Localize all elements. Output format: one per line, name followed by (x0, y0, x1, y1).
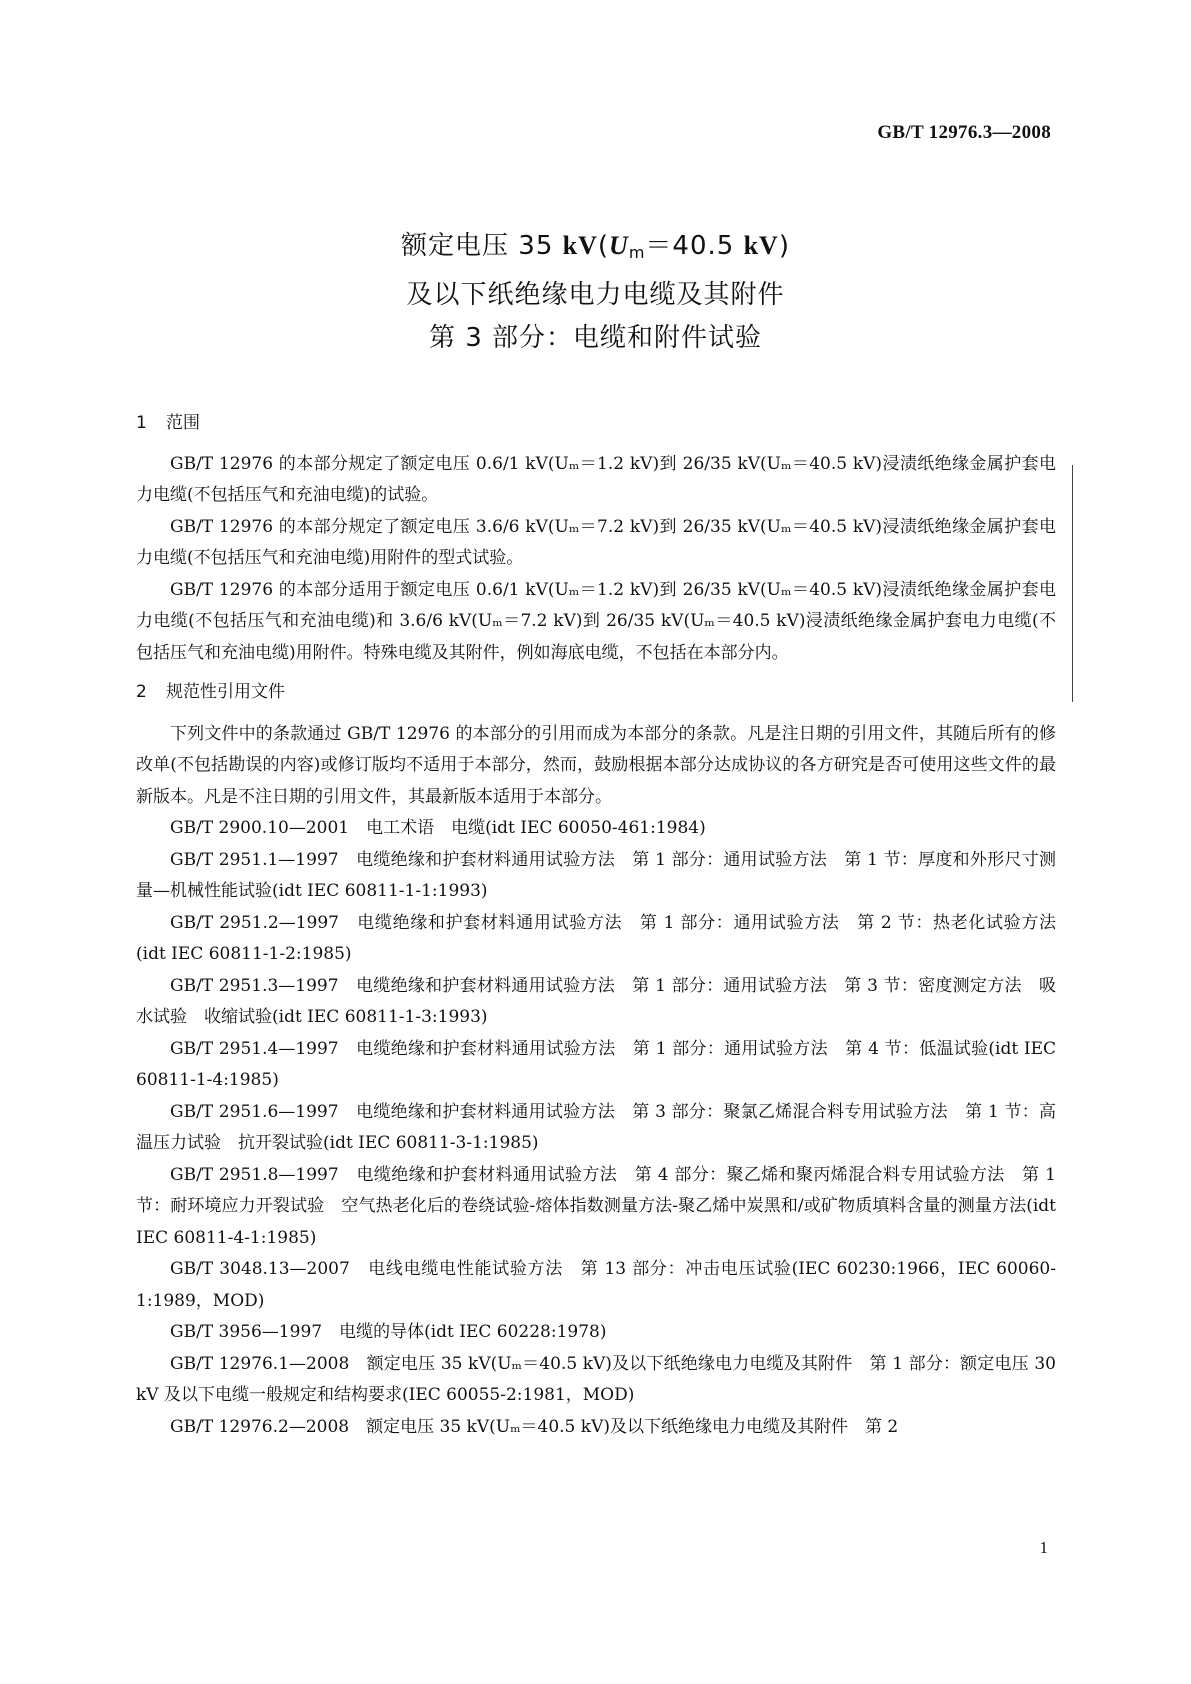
section-1-heading (136, 408, 1056, 440)
section-2-heading (136, 677, 1056, 709)
section-2-title: 规范性引用文件 (166, 682, 285, 702)
reference-item: GB/T 2951.8—1997 电缆绝缘和护套材料通用试验方法 第 4 部分：聚乙烯和聚丙烯混合料专用试验方法 第 1 节：耐环境应力开裂试验 空气热老化后的卷绕试验-熔体指数测量方法-聚乙烯中炭黑和/或矿物质填料含量的测量方法(idt IEC 60811-4-1:1985) (136, 1164, 1056, 1248)
document-title (0, 224, 1191, 360)
reference-item: GB/T 2951.2—1997 电缆绝缘和护套材料通用试验方法 第 1 部分：通用试验方法 第 2 节：热老化试验方法(idt IEC 60811-1-2:1985) (136, 912, 1056, 964)
page-number: 1 (1039, 1538, 1048, 1557)
title-line-3: 第 3 部分：电缆和附件试验 (428, 323, 763, 353)
scope-paragraph-1: GB/T 12976 的本部分规定了额定电压 0.6/1 kV(Uₘ＝1.2 kV)到 26/35 kV(Uₘ＝40.5 kV)浸渍纸绝缘金属护套电力电缆(不包括压气和充油电缆)的试验。 (136, 453, 1056, 505)
title-line-2: 及以下纸绝缘电力电缆及其附件 (406, 280, 785, 310)
document-body (136, 408, 1056, 1443)
reference-item: GB/T 2951.3—1997 电缆绝缘和护套材料通用试验方法 第 1 部分：通用试验方法 第 3 节：密度测定方法 吸水试验 收缩试验(idt IEC 60811-1-3:1993) (136, 975, 1056, 1027)
section-2-number: 2 (136, 682, 147, 702)
reference-item: GB/T 12976.2—2008 额定电压 35 kV(Uₘ＝40.5 kV)及以下纸绝缘电力电缆及其附件 第 2 (170, 1416, 899, 1437)
references-intro: 下列文件中的条款通过 GB/T 12976 的本部分的引用而成为本部分的条款。凡是注日期的引用文件，其随后所有的修改单(不包括勘误的内容)或修订版均不适用于本部分，然而，鼓励根据本部分达成协议的各方研究是否可使用这些文件的最新版本。凡是不注日期的引用文件，其最新版本适用于本部分。 (136, 723, 1056, 807)
reference-item: GB/T 2900.10—2001 电工术语 电缆(idt IEC 60050-461:1984) (170, 818, 706, 838)
standard-code: GB/T 12976.3—2008 (877, 122, 1051, 143)
reference-item: GB/T 2951.4—1997 电缆绝缘和护套材料通用试验方法 第 1 部分：通用试验方法 第 4 节：低温试验(idt IEC 60811-1-4:1985) (136, 1038, 1056, 1090)
reference-item: GB/T 2951.1—1997 电缆绝缘和护套材料通用试验方法 第 1 部分：通用试验方法 第 1 节：厚度和外形尺寸测量—机械性能试验(idt IEC 60811-1-1:1993) (136, 849, 1056, 901)
reference-item: GB/T 2951.6—1997 电缆绝缘和护套材料通用试验方法 第 3 部分：聚氯乙烯混合料专用试验方法 第 1 节：高温压力试验 抗开裂试验(idt IEC 60811-3-1:1985) (136, 1101, 1056, 1153)
reference-item: GB/T 3956—1997 电缆的导体(idt IEC 60228:1978) (170, 1322, 607, 1342)
scope-paragraph-3: GB/T 12976 的本部分适用于额定电压 0.6/1 kV(Uₘ＝1.2 kV)到 26/35 kV(Uₘ＝40.5 kV)浸渍纸绝缘金属护套电力电缆(不包括压气和充油电缆)和 3.6/6 kV(Uₘ＝7.2 kV)到 26/35 kV(Uₘ＝40.5 kV)浸渍纸绝缘金属护套电力电缆(不包括压气和充油电缆)用附件。特殊电缆及其附件，例如海底电缆，不包括在本部分内。 (136, 579, 1056, 663)
scope-paragraph-2: GB/T 12976 的本部分规定了额定电压 3.6/6 kV(Uₘ＝7.2 kV)到 26/35 kV(Uₘ＝40.5 kV)浸渍纸绝缘金属护套电力电缆(不包括压气和充油电缆)用附件的型式试验。 (136, 516, 1056, 568)
section-2-body (136, 719, 1056, 1444)
revision-change-bar (1072, 465, 1073, 702)
section-1-body (136, 449, 1056, 670)
section-1-title: 范围 (166, 413, 200, 433)
section-1-number: 1 (136, 413, 147, 433)
title-line-1: 额定电压 35 $kV(U_m=40.5$ kV) (401, 231, 790, 262)
reference-item: GB/T 3048.13—2007 电线电缆电性能试验方法 第 13 部分：冲击电压试验(IEC 60230:1966，IEC 60060-1:1989，MOD) (136, 1259, 1056, 1311)
reference-item: GB/T 12976.1—2008 额定电压 35 kV(Uₘ＝40.5 kV)及以下纸绝缘电力电缆及其附件 第 1 部分：额定电压 30 kV 及以下电缆一般规定和结构要求(IEC 60055-2:1981，MOD) (136, 1353, 1056, 1405)
